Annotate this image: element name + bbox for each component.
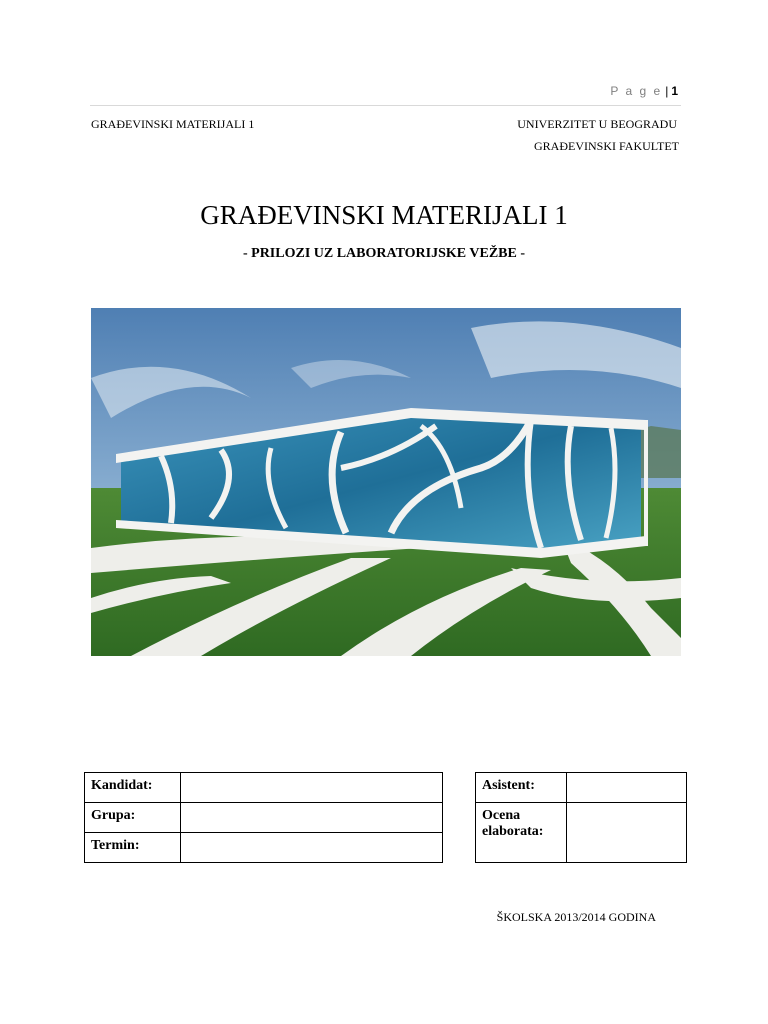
assistant-field[interactable] [567, 773, 687, 803]
page-separator: | [665, 84, 669, 98]
group-label: Grupa: [85, 803, 181, 833]
term-field[interactable] [181, 833, 443, 863]
candidate-field[interactable] [181, 773, 443, 803]
table-row [476, 803, 687, 863]
header-course-name: GRAĐEVINSKI MATERIJALI 1 [91, 117, 255, 131]
candidate-info-table [84, 772, 443, 863]
header-divider [90, 105, 681, 106]
cover-photo-illustration [91, 308, 681, 656]
table-row [476, 773, 687, 803]
table-row [85, 833, 443, 863]
assistant-label: Asistent: [476, 773, 567, 803]
header-university: UNIVERZITET U BEOGRADU [517, 117, 677, 131]
page-number: 1 [671, 84, 678, 98]
grade-label: Ocena elaborata: [476, 803, 567, 863]
school-year: ŠKOLSKA 2013/2014 GODINA [496, 910, 656, 924]
term-label: Termin: [85, 833, 181, 863]
candidate-label: Kandidat: [85, 773, 181, 803]
header-faculty: GRAĐEVINSKI FAKULTET [534, 139, 679, 153]
grade-field[interactable] [567, 803, 687, 863]
page-number-indicator [610, 84, 678, 98]
table-row [85, 803, 443, 833]
group-field[interactable] [181, 803, 443, 833]
document-subtitle: - PRILOZI UZ LABORATORIJSKE VEŽBE - [242, 246, 525, 261]
assessment-table [475, 772, 687, 863]
table-row [85, 773, 443, 803]
cover-photo [91, 308, 681, 656]
document-title: GRAĐEVINSKI MATERIJALI 1 [200, 200, 568, 230]
page-label: P a g e [610, 84, 663, 98]
